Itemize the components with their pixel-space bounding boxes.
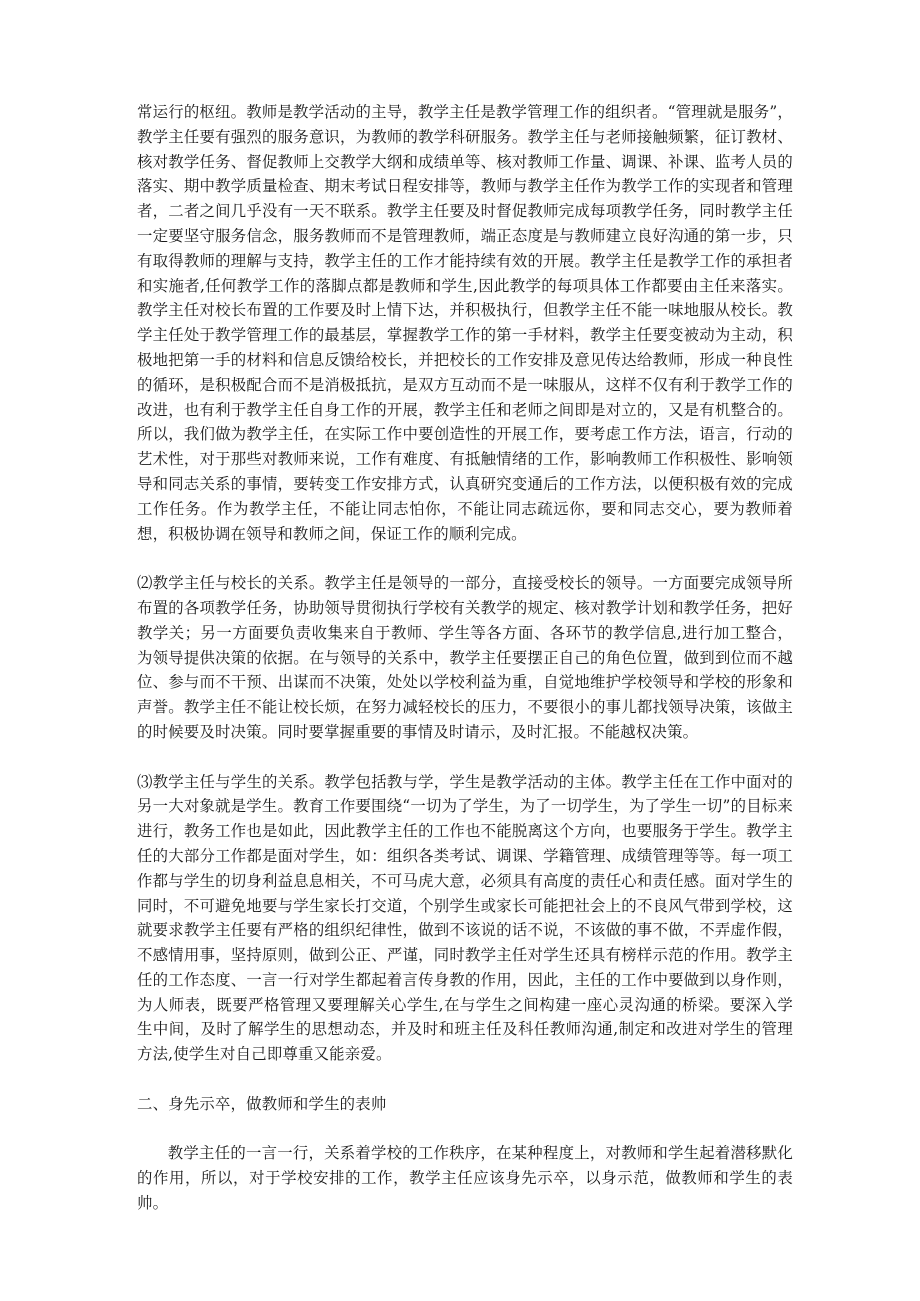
document-page (137, 100, 793, 1216)
section-paragraph: 教学主任的一言一行，关系着学校的工作秩序，在某种程度上，对教师和学生起着潜移默化的作用，所以，对于学校安排的工作，教学主任应该身先示卒，以身示范，做教师和学生的表帅。 (137, 1144, 793, 1213)
section-heading: 二、身先示卒，做教师和学生的表帅 (137, 1094, 387, 1113)
paragraph-intro: 常运行的枢纽。教师是教学活动的主导，教学主任是教学管理工作的组织者。“管理就是服务”，教学主任要有强烈的服务意识，为教师的教学科研服务。教学主任与老师接触频繁，征订教材、核对教学任务、督促教师上交教学大纲和成绩单等、核对教师工作量、调课、补课、监考人员的落实、期中教学质量检查、期末考试日程安排等，教师与教学主任作为教学工作的实现者和管理者，二者之间几乎没有一天不联系。教学主任要及时督促教师完成每项教学任务，同时教学主任一定要坚守服务信念，服务教师而不是管理教师，端正态度是与教师建立良好沟通的第一步，只有取得教师的理解与支持，教学主任的工作才能持续有效的开展。教学主任是教学工作的承担者和实施者,任何教学工作的落脚点都是教师和学生,因此教学的每项具体工作都要由主任来落实。教学主任对校长布置的工作要及时上情下达，并积极执行，但教学主任不能一味地服从校长。教学主任处于教学管理工作的最基层，掌握教学工作的第一手材料，教学主任要变被动为主动，积极地把第一手的材料和信息反馈给校长，并把校长的工作安排及意见传达给教师，形成一种良性的循环，是积极配合而不是消极抵抗，是双方互动而不是一味服从，这样不仅有利于教学工作的改进，也有利于教学主任自身工作的开展，教学主任和老师之间即是对立的，又是有机整合的。所以，我们做为教学主任，在实际工作中要创造性的开展工作，要考虑工作方法，语言，行动的艺术性，对于那些对教师来说，工作有难度、有抵触情绪的工作，影响教师工作积极性、影响领导和同志关系的事情，要转变工作安排方式，认真研究变通后的工作方法，以便积极有效的完成工作任务。作为教学主任，不能让同志怕你，不能让同志疏远你，要和同志交心，要为教师着想，积极协调在领导和教师之间，保证工作的顺利完成。 (137, 103, 793, 543)
paragraph-principal-relation: ⑵教学主任与校长的关系。教学主任是领导的一部分，直接受校长的领导。一方面要完成领导所布置的各项教学任务，协助领导贯彻执行学校有关教学的规定、核对教学计划和教学任务，把好教学关；另一方面要负责收集来自于教师、学生等各方面、各环节的教学信息,进行加工整合，为领导提供决策的依据。在与领导的关系中，教学主任要摆正自己的角色位置，做到到位而不越位、参与而不干预、出谋而不决策，处处以学校利益为重，自觉地维护学校领导和学校的形象和声誉。教学主任不能让校长烦，在努力减轻校长的压力，不要很小的事儿都找领导决策，该做主的时候要及时决策。同时要掌握重要的事情及时请示，及时汇报。不能越权决策。 (137, 574, 793, 741)
paragraph-student-relation: ⑶教学主任与学生的关系。教学包括教与学，学生是教学活动的主体。教学主任在工作中面对的另一大对象就是学生。教育工作要围绕“一切为了学生，为了一切学生，为了学生一切”的目标来进行，教务工作也是如此，因此教学主任的工作也不能脱离这个方向，也要服务于学生。教学主任的大部分工作都是面对学生，如：组织各类考试、调课、学籍管理、成绩管理等等。每一项工作都与学生的切身利益息息相关，不可马虎大意，必须具有高度的责任心和责任感。面对学生的同时，不可避免地要与学生家长打交道，个别学生或家长可能把社会上的不良风气带到学校，这就要求教学主任要有严格的组织纪律性，做到不该说的话不说，不该做的事不做，不弄虚作假，不感情用事，坚持原则，做到公正、严谨，同时教学主任对学生还具有榜样示范的作用。教学主任的工作态度、一言一行对学生都起着言传身教的作用，因此，主任的工作中要做到以身作则，为人师表，既要严格管理又要理解关心学生,在与学生之间构建一座心灵沟通的桥梁。要深入学生中间，及时了解学生的思想动态，并及时和班主任及科任教师沟通,制定和改进对学生的管理方法,使学生对自己即尊重又能亲爱。 (137, 772, 793, 1064)
